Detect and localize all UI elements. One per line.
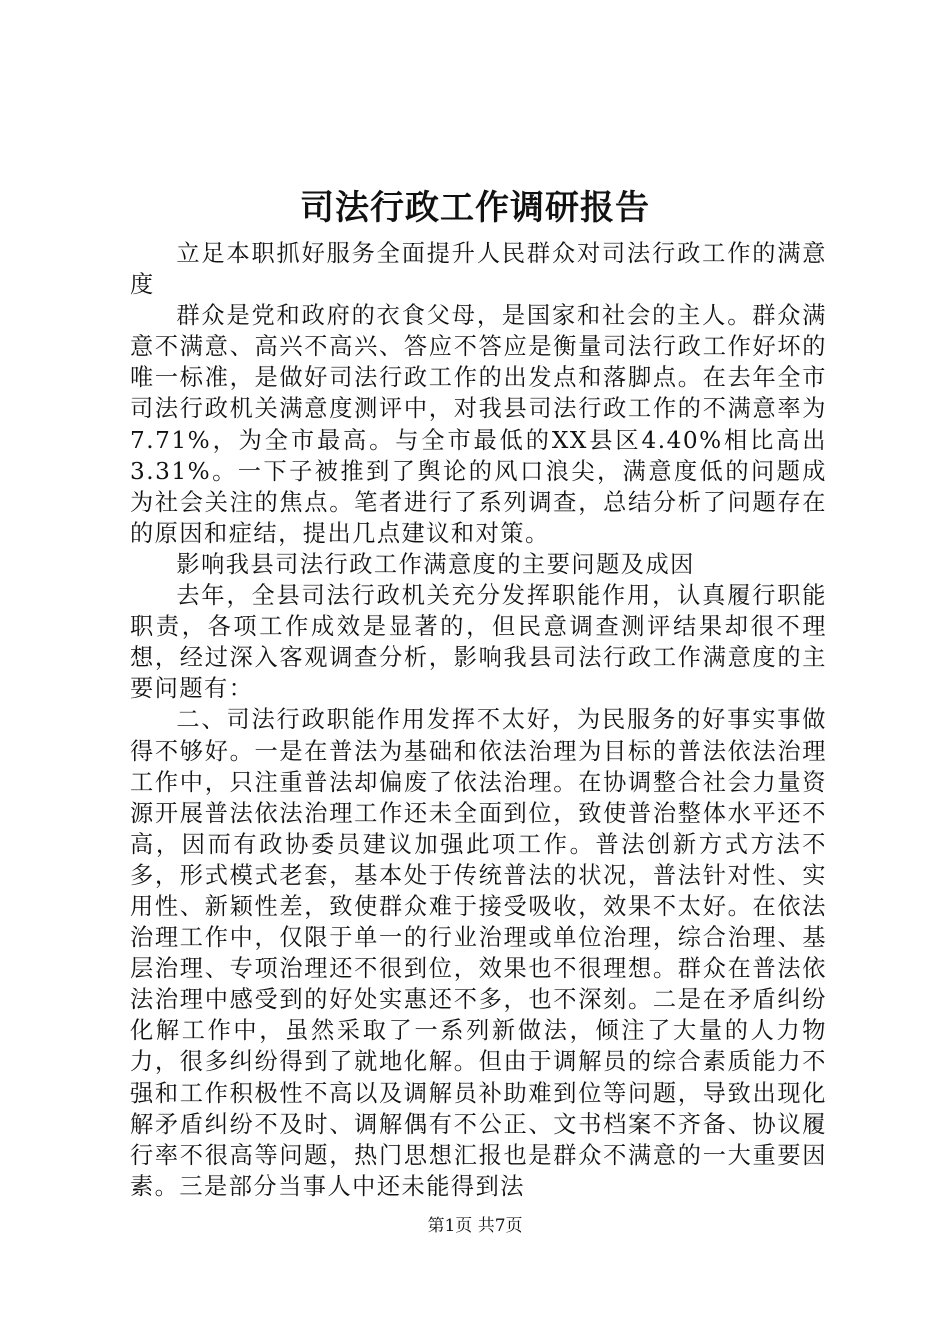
paragraph: 去年，全县司法行政机关充分发挥职能作用，认真履行职能职责，各项工作成效是显著的，但民意调查测评结果却很不理想，经过深入客观调查分析，影响我县司法行政工作满意度的主要问题有：: [130, 582, 827, 703]
paragraph: 群众是党和政府的衣食父母，是国家和社会的主人。群众满意不满意、高兴不高兴、答应不答应是衡量司法行政工作好坏的唯一标准，是做好司法行政工作的出发点和落脚点。在去年全市司法行政机关满意度测评中，对我县司法行政工作的不满意率为7.71%，为全市最高。与全市最低的XX县区4.40%相比高出3.31%。一下子被推到了舆论的风口浪尖，满意度低的问题成为社会关注的焦点。笔者进行了系列调查，总结分析了问题存在的原因和症结，提出几点建议和对策。: [130, 302, 827, 547]
paragraph: 二、司法行政职能作用发挥不太好，为民服务的好事实事做得不够好。一是在普法为基础和依法治理为目标的普法依法治理工作中，只注重普法却偏废了依法治理。在协调整合社会力量资源开展普法依法治理工作还未全面到位，致使普治整体水平还不高，因而有政协委员建议加强此项工作。普法创新方式方法不多，形式模式老套，基本处于传统普法的状况，普法针对性、实用性、新颖性差，致使群众难于接受吸收，效果不太好。在依法治理工作中，仅限于单一的行业治理或单位治理，综合治理、基层治理、专项治理还不很到位，效果也不很理想。群众在普法依法治理中感受到的好处实惠还不多，也不深刻。二是在矛盾纠纷化解工作中，虽然采取了一系列新做法，倾注了大量的人力物力，很多纠纷得到了就地化解。但由于调解员的综合素质能力不强和工作积极性不高以及调解员补助难到位等问题，导致出现化解矛盾纠纷不及时、调解偶有不公正、文书档案不齐备、协议履行率不很高等问题，热门思想汇报也是群众不满意的一大重要因素。三是部分当事人中还未能得到法: [130, 706, 827, 1200]
section-heading: 影响我县司法行政工作满意度的主要问题及成因: [176, 550, 695, 578]
page-footer: 第1页 共7页: [427, 1216, 523, 1236]
paragraph-subtitle: 立足本职抓好服务全面提升人民群众对司法行政工作的满意度: [130, 240, 827, 299]
document-body: [130, 238, 827, 1202]
page-title: 司法行政工作调研报告: [300, 188, 650, 228]
